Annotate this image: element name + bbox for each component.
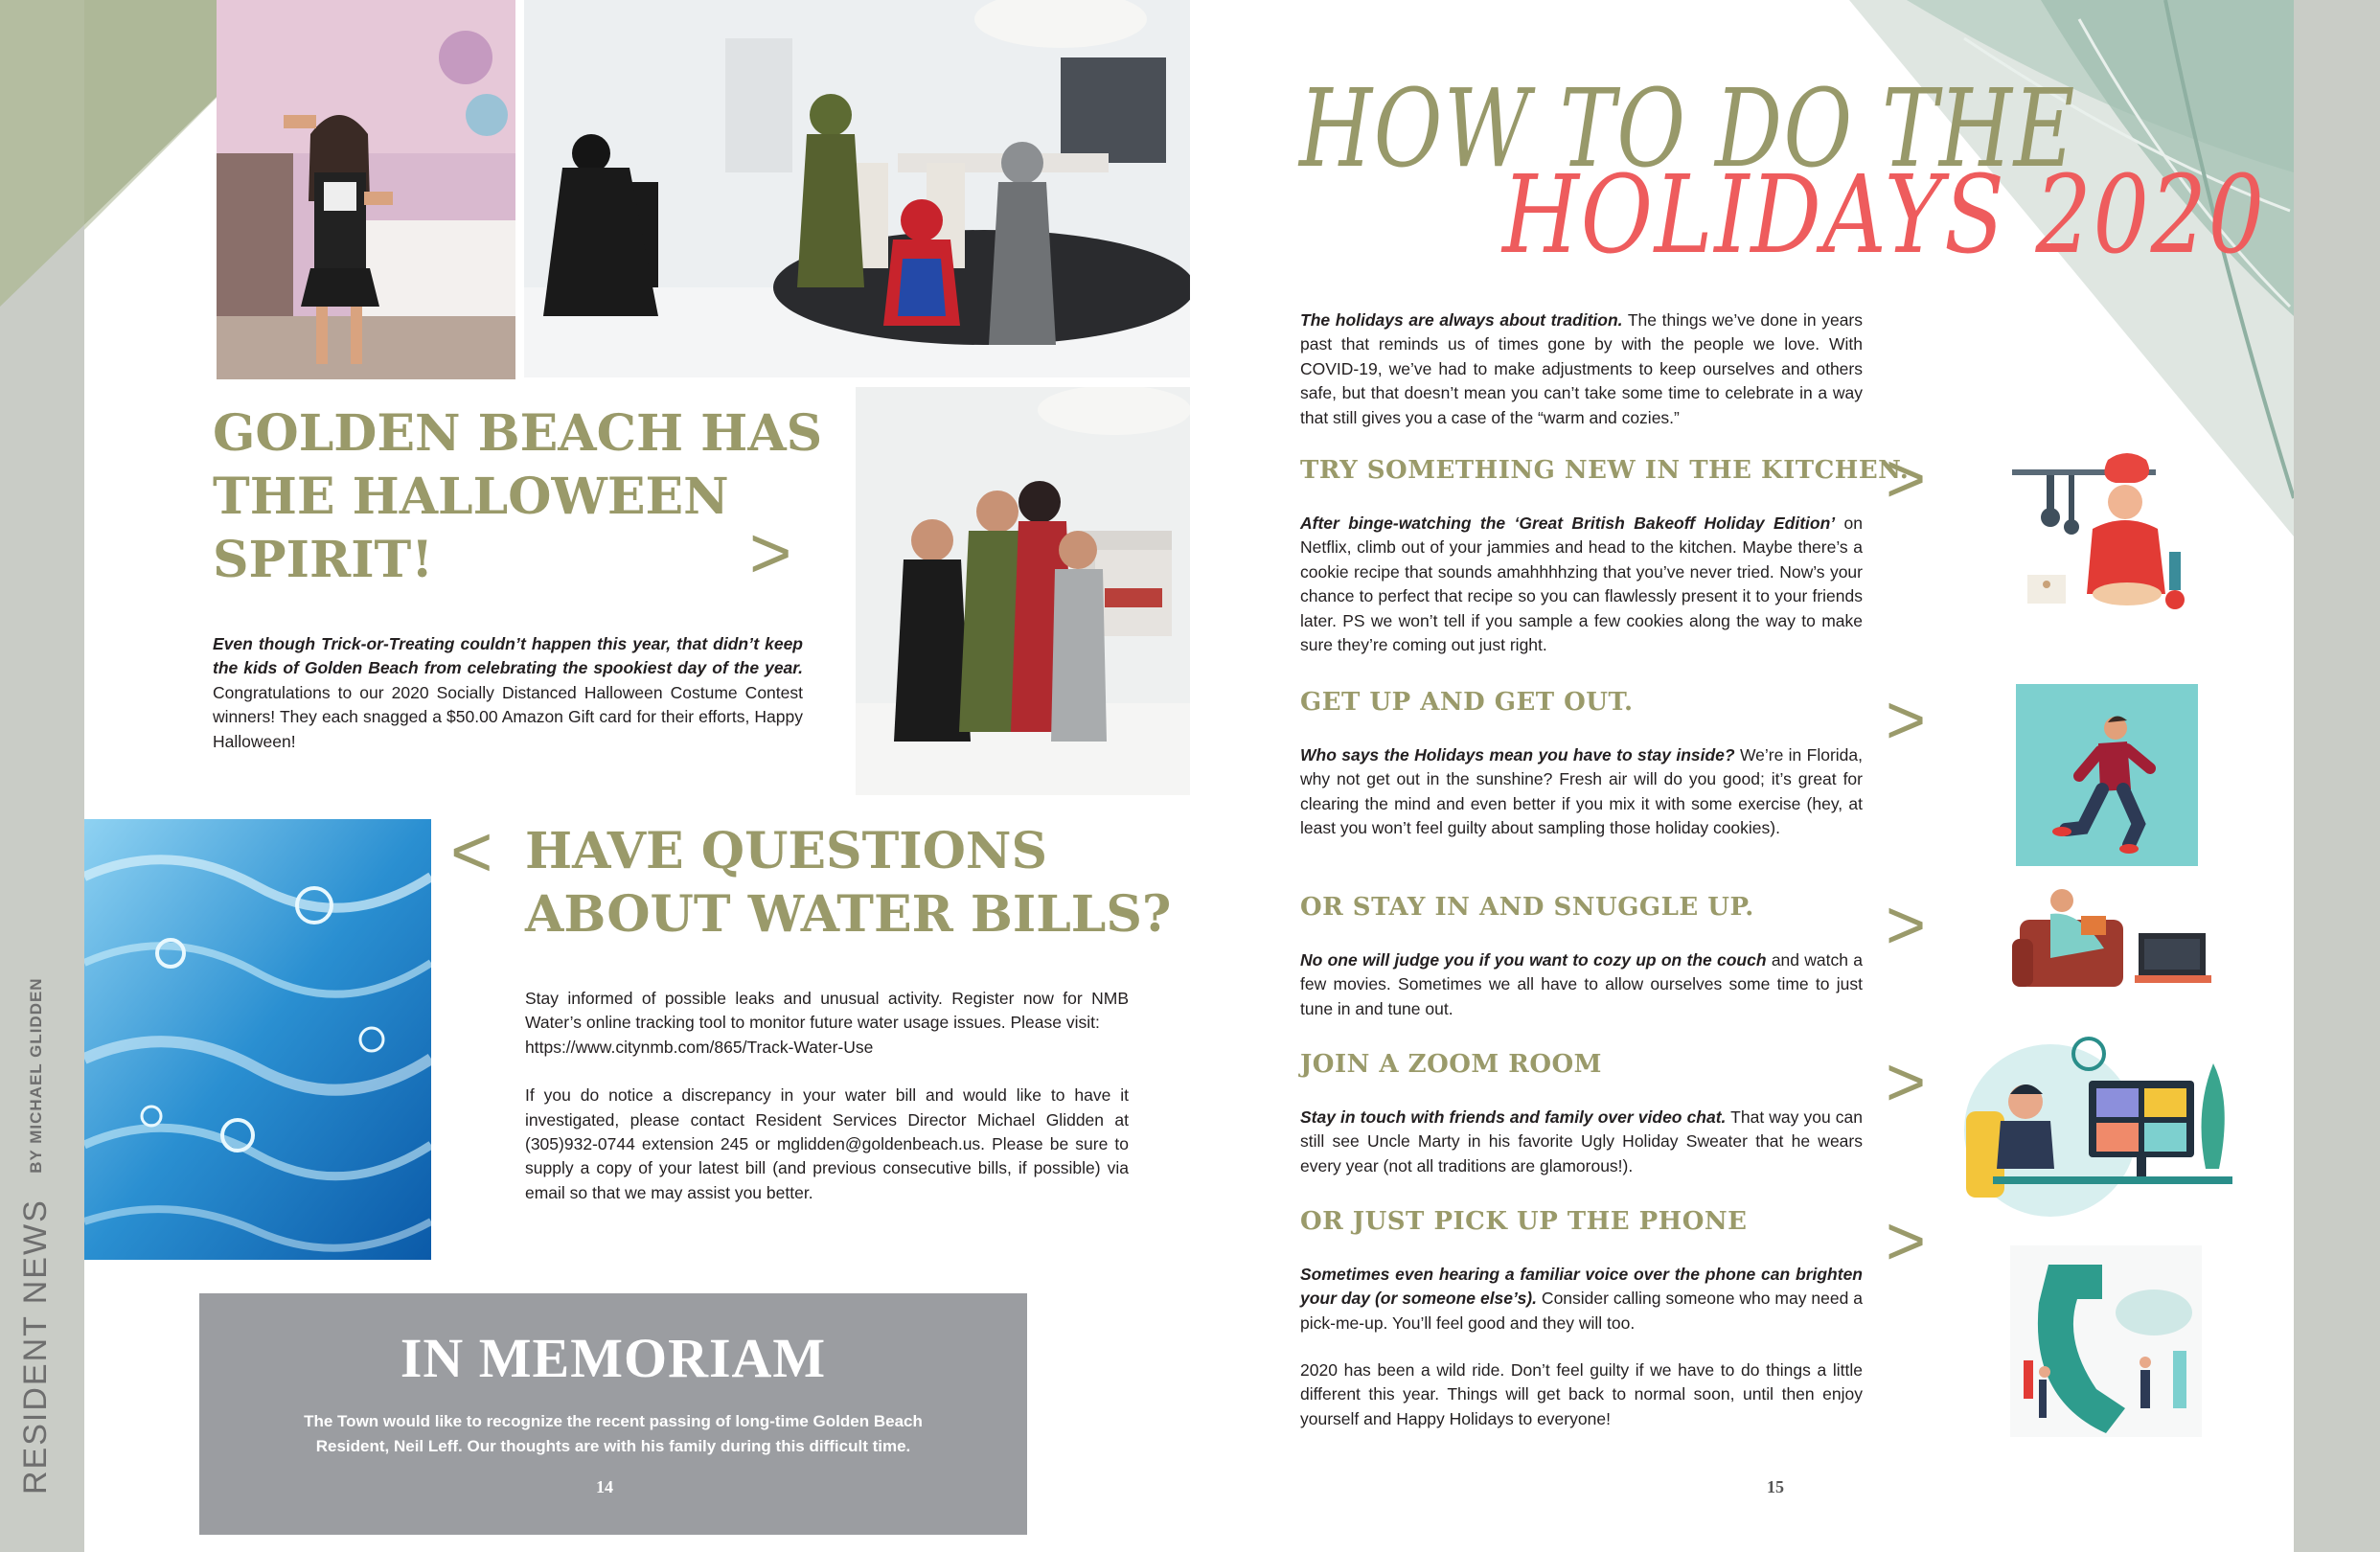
- photo-group-costumes: [524, 0, 1190, 377]
- water-heading: [525, 820, 1171, 947]
- section-outside-heading: GET UP AND GET OUT.: [1300, 688, 1634, 717]
- water-arrow: <: [450, 811, 493, 893]
- couch-tv-illustration-icon: [2012, 881, 2213, 996]
- section-snuggle-body: [1300, 948, 1863, 1021]
- section-kitchen-lead: After binge-watching the ‘Great British Bakeoff Holiday Edition’: [1300, 514, 1836, 533]
- section-snuggle-text: and watch a few movies. Sometimes we all have to allow ourselves some time to just tune in and tune out.: [1300, 950, 1864, 1018]
- section-outside-text: We’re in Florida, why not get out in the sunshine? Fresh air will do you good; it’s great for clearing the mind and even better if you mix it with some exercise (hey, at least you won’t feel guilty about sampling those holiday cookies).: [1300, 745, 1863, 838]
- section-snuggle-lead: No one will judge you if you want to cozy up on the couch: [1300, 950, 1767, 970]
- intro-text: The things we’ve done in years past that reminds us of times gone by with the people we love. With COVID-19, we’ve had to make adjustments to keep ourselves and others safe, but that doesn’t mean you can’t take some time to celebrate in a way that still gives you a case of the “warm and cozies.”: [1300, 310, 1863, 427]
- right-margin-strip: [2294, 0, 2380, 1552]
- halloween-heading: [213, 402, 822, 592]
- water-heading-line-2: ABOUT WATER BILLS?: [525, 885, 1172, 944]
- water-link[interactable]: https://www.citynmb.com/865/Track-Water-Use: [525, 1037, 874, 1057]
- section-phone-body: [1300, 1263, 1863, 1335]
- section-phone-text: Consider calling someone who may need a pick-me-up. You’ll feel good and they will too.: [1300, 1289, 1863, 1333]
- photo-water-ripples: [84, 819, 431, 1260]
- memoriam-box: [199, 1293, 1027, 1535]
- water-para-1: Stay informed of possible leaks and unusual activity. Register now for NMB Water’s online tracking tool to monitor future water usage issues. Please visit:: [525, 989, 1129, 1033]
- photo-kids-group: [856, 387, 1190, 795]
- section-phone-lead: Sometimes even hearing a familiar voice over the phone can brighten your day (or someone else’s).: [1300, 1265, 1863, 1309]
- section-kitchen-text: on Netflix, climb out of your jammies and head to the kitchen. Maybe there’s a cookie recipe that sounds amahhhhzing that you’ve never tried. Now’s your chance to perfect that recipe so you can flawlessly present it to your friends later. PS we won’t tell if you sample a few cookies along the way to make sure they’re coming out just right.: [1300, 514, 1863, 655]
- section-label: [17, 977, 55, 1495]
- section-outside-arrow: >: [1886, 682, 1927, 759]
- halloween-body: [213, 632, 803, 754]
- halloween-heading-line-3: SPIRIT!: [213, 531, 434, 589]
- water-body: [525, 987, 1129, 1205]
- water-heading-line-1: HAVE QUESTIONS: [525, 822, 1048, 880]
- page-number-right: 15: [1767, 1477, 1784, 1496]
- intro-lead: The holidays are always about tradition.: [1300, 310, 1623, 330]
- section-zoom-lead: Stay in touch with friends and family over video chat.: [1300, 1107, 1727, 1127]
- water-spacer: [525, 1060, 1129, 1084]
- water-para-2: If you do notice a discrepancy in your water bill and would like to have it investigated, please contact Resident Services Director Michael Glidden at (305)932-0744 extension 245 or mglidden@goldenbeach.us. Please be sure to supply a copy of your latest bill (and previous consecutive bills, if possible) via email so that we may assist you better.: [525, 1085, 1129, 1202]
- halloween-lead: Even though Trick-or-Treating couldn’t happen this year, that didn’t keep the kids of Golden Beach from celebrating the spookiest day of the year.: [213, 634, 803, 678]
- section-zoom-body: [1300, 1106, 1863, 1178]
- halloween-heading-line-1: GOLDEN BEACH HAS: [213, 404, 823, 463]
- memoriam-heading: IN MEMORIAM: [400, 1327, 827, 1389]
- section-zoom-arrow: >: [1886, 1044, 1927, 1121]
- halloween-heading-line-2: THE HALLOWEEN: [213, 468, 729, 526]
- section-kitchen-body: [1300, 512, 1863, 657]
- section-kitchen-heading: TRY SOMETHING NEW IN THE KITCHEN.: [1300, 456, 1910, 485]
- section-kitchen-arrow: >: [1886, 441, 1927, 517]
- video-call-illustration-icon: [1955, 1025, 2252, 1217]
- halloween-arrow: >: [749, 513, 792, 594]
- section-snuggle-heading: OR STAY IN AND SNUGGLE UP.: [1300, 893, 1754, 922]
- photo-girl-costume: [217, 0, 515, 379]
- section-phone-arrow: >: [1886, 1203, 1927, 1280]
- section-snuggle-arrow: >: [1886, 887, 1927, 964]
- memoriam-text: The Town would like to recognize the recent passing of long-time Golden Beach Resident, Neil Leff. Our thoughts are with his family during this difficult time.: [304, 1412, 923, 1455]
- section-outside-lead: Who says the Holidays mean you have to stay inside?: [1300, 745, 1735, 765]
- chef-baking-illustration-icon: [2012, 450, 2200, 638]
- section-outside-body: [1300, 743, 1863, 841]
- page-number-left: 14: [596, 1477, 613, 1496]
- section-phone-heading: OR JUST PICK UP THE PHONE: [1300, 1207, 1748, 1236]
- halloween-text: Congratulations to our 2020 Socially Distanced Halloween Costume Contest winners! They each snagged a $50.00 Amazon Gift card for their efforts, Happy Halloween!: [213, 682, 803, 751]
- title-line-1: HOW TO DO THE: [1299, 67, 2076, 192]
- phone-call-illustration-icon: [2010, 1245, 2202, 1437]
- byline: BY MICHAEL GLIDDEN: [26, 977, 45, 1174]
- section-zoom-text: That way you can still see Uncle Marty in his favorite Ugly Holiday Sweater that he wears every year (not all traditions are glamorous!).: [1300, 1107, 1863, 1175]
- section-zoom-heading: JOIN A ZOOM ROOM: [1300, 1050, 1602, 1079]
- intro-body: [1300, 308, 1863, 430]
- runner-illustration-icon: [2016, 684, 2198, 866]
- title-line-2: HOLIDAYS 2020: [1502, 153, 2266, 278]
- closing-text: 2020 has been a wild ride. Don’t feel guilty if we have to do things a little different this year. Things will get back to normal soon, until then enjoy yourself and Happy Holidays to everyone!: [1300, 1360, 1863, 1428]
- section-title: RESIDENT NEWS: [17, 1198, 54, 1495]
